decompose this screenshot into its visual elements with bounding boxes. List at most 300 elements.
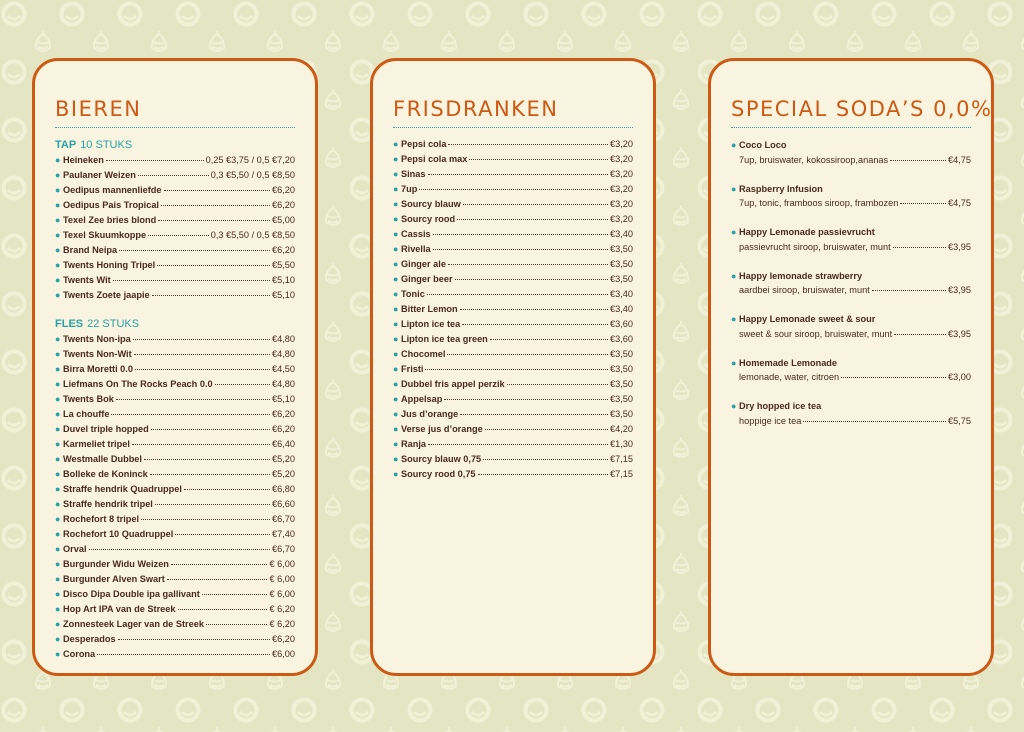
menu-item	[55, 557, 295, 572]
bullet-icon: ●	[393, 454, 399, 464]
menu-item	[393, 347, 633, 362]
frisdranken-panel	[370, 58, 656, 676]
dot-leader	[419, 189, 608, 190]
item-price: €3,50	[610, 394, 633, 404]
item-name: Ginger beer	[401, 274, 453, 284]
bullet-icon: ●	[393, 379, 399, 389]
menu-item	[55, 273, 295, 288]
dot-leader	[215, 384, 270, 385]
item-name: Happy lemonade strawberry	[739, 270, 863, 281]
bullet-icon: ●	[393, 169, 399, 179]
item-price: €7,15	[610, 469, 633, 479]
bullet-icon: ●	[55, 604, 61, 614]
soda-name-row	[731, 356, 971, 371]
bullet-icon: ●	[55, 454, 61, 464]
bullet-icon: ●	[393, 274, 399, 284]
item-price: €6,20	[272, 200, 295, 210]
item-price: €6,40	[272, 439, 295, 449]
item-price: €4,80	[272, 379, 295, 389]
bullet-icon: ●	[393, 214, 399, 224]
title-divider	[393, 127, 633, 128]
item-name: Pepsi cola max	[401, 154, 468, 164]
item-name: Texel Zee bries blond	[63, 215, 157, 225]
bullet-icon: ●	[731, 357, 737, 368]
item-price: €4,20	[610, 424, 633, 434]
dot-leader	[872, 290, 946, 291]
item-name: Rochefort 10 Quadruppel	[63, 529, 174, 539]
item-price: €3,50	[610, 349, 633, 359]
item-price: €3,50	[610, 364, 633, 374]
menu-item	[55, 647, 295, 662]
dot-leader	[106, 160, 204, 161]
item-name: Straffe hendrik tripel	[63, 499, 153, 509]
item-name: Lipton ice tea green	[401, 334, 488, 344]
item-price: €5,10	[272, 275, 295, 285]
item-price: €3,20	[610, 139, 633, 149]
dot-leader	[478, 474, 608, 475]
menu-item	[55, 497, 295, 512]
item-name: Appelsap	[401, 394, 443, 404]
special-sodas-panel	[708, 58, 994, 676]
dot-leader	[97, 654, 270, 655]
menu-item	[55, 213, 295, 228]
menu-item	[55, 362, 295, 377]
tap-count: 10 STUKS	[80, 139, 133, 151]
item-price: €6,20	[272, 634, 295, 644]
menu-item	[393, 272, 633, 287]
dot-leader	[448, 144, 608, 145]
menu-item	[55, 183, 295, 198]
item-price: €6,20	[272, 245, 295, 255]
menu-item	[393, 467, 633, 482]
dot-leader	[141, 519, 270, 520]
bullet-icon: ●	[731, 270, 737, 281]
soda-item	[731, 356, 971, 385]
menu-item	[393, 332, 633, 347]
item-description: sweet & sour siroop, bruiswater, munt	[739, 328, 893, 339]
dot-leader	[469, 159, 608, 160]
item-price: €3,40	[610, 229, 633, 239]
menu-item	[393, 437, 633, 452]
dot-leader	[507, 384, 608, 385]
bullet-icon: ●	[55, 469, 61, 479]
item-price: €3,20	[610, 199, 633, 209]
item-price: €3,95	[948, 285, 971, 295]
dot-leader	[111, 414, 270, 415]
item-price: €3,50	[610, 259, 633, 269]
dot-leader	[118, 639, 270, 640]
bullet-icon: ●	[55, 290, 61, 300]
item-name: Liefmans On The Rocks Peach 0.0	[63, 379, 213, 389]
menu-item	[55, 377, 295, 392]
item-name: Hop Art IPA van de Streek	[63, 604, 176, 614]
bullet-icon: ●	[393, 349, 399, 359]
item-name: Lipton ice tea	[401, 319, 461, 329]
item-name: Raspberry Infusion	[739, 183, 823, 194]
menu-item	[55, 422, 295, 437]
dot-leader	[893, 247, 946, 248]
item-name: Twents Zoete jaapie	[63, 290, 150, 300]
dot-leader	[448, 264, 608, 265]
dot-leader	[89, 549, 271, 550]
item-name: Ginger ale	[401, 259, 446, 269]
bullet-icon: ●	[393, 334, 399, 344]
menu-item	[55, 527, 295, 542]
item-price: €3,60	[610, 319, 633, 329]
bullet-icon: ●	[55, 245, 61, 255]
item-name: Westmalle Dubbel	[63, 454, 142, 464]
soda-item	[731, 269, 971, 298]
bullet-icon: ●	[393, 199, 399, 209]
bullet-icon: ●	[393, 394, 399, 404]
item-name: Homemade Lemonade	[739, 357, 838, 368]
item-price: €6,80	[272, 484, 295, 494]
item-price: 0,25 €3,75 / 0,5 €7,20	[205, 155, 295, 165]
fles-count: 22 STUKS	[87, 318, 140, 330]
soda-name-row	[731, 269, 971, 284]
item-name: Desperados	[63, 634, 116, 644]
menu-item	[55, 347, 295, 362]
dot-leader	[113, 280, 270, 281]
bullet-icon: ●	[393, 409, 399, 419]
soda-name-row	[731, 399, 971, 414]
bullet-icon: ●	[731, 140, 737, 150]
dot-leader	[133, 339, 270, 340]
item-description: lemonade, water, citroen	[739, 372, 840, 382]
item-name: Pepsi cola	[401, 139, 447, 149]
item-name: Jus d’orange	[401, 409, 459, 419]
item-price: €4,75	[948, 198, 971, 208]
item-price: €5,10	[272, 290, 295, 300]
item-price: €6,60	[272, 499, 295, 509]
bullet-icon: ●	[55, 185, 61, 195]
dot-leader	[161, 205, 270, 206]
item-price: 0,3 €5,50 / 0,5 €8,50	[210, 170, 295, 180]
dot-leader	[894, 334, 946, 335]
item-name: Orval	[63, 544, 87, 554]
item-price: € 6,00	[269, 574, 295, 584]
bullet-icon: ●	[55, 394, 61, 404]
item-name: Karmeliet tripel	[63, 439, 130, 449]
dot-leader	[184, 489, 270, 490]
item-name: Sourcy rood 0,75	[401, 469, 476, 479]
dot-leader	[175, 534, 270, 535]
bullet-icon: ●	[55, 155, 61, 165]
menu-item	[55, 243, 295, 258]
menu-item	[55, 542, 295, 557]
soda-item	[731, 225, 971, 254]
item-price: €4,50	[272, 364, 295, 374]
item-price: €6,70	[272, 514, 295, 524]
menu-item	[55, 437, 295, 452]
menu-item	[55, 392, 295, 407]
item-name: Verse jus d’orange	[401, 424, 483, 434]
bullet-icon: ●	[731, 183, 737, 194]
dot-leader	[433, 234, 608, 235]
dot-leader	[444, 399, 608, 400]
item-name: Bitter Lemon	[401, 304, 458, 314]
menu-item	[393, 137, 633, 152]
item-name: Duvel triple hopped	[63, 424, 149, 434]
item-name: Disco Dipa Double ipa gallivant	[63, 589, 200, 599]
item-name: Corona	[63, 649, 96, 659]
menu-item	[393, 167, 633, 182]
item-name: Chocomel	[401, 349, 446, 359]
item-name: La chouffe	[63, 409, 110, 419]
menu-item	[393, 287, 633, 302]
item-name: Fristi	[401, 364, 424, 374]
bullet-icon: ●	[393, 259, 399, 269]
item-name: Brand Neipa	[63, 245, 118, 255]
bullet-icon: ●	[393, 244, 399, 254]
item-name: Rivella	[401, 244, 431, 254]
bullet-icon: ●	[731, 227, 737, 237]
menu-item	[55, 572, 295, 587]
dot-leader	[483, 459, 608, 460]
item-price: €5,20	[272, 454, 295, 464]
item-name: Dry hopped ice tea	[739, 401, 822, 411]
item-price: €3,95	[948, 328, 971, 339]
item-name: Birra Moretti 0.0	[63, 364, 133, 374]
menu-item	[55, 168, 295, 183]
menu-item	[393, 152, 633, 167]
item-price: €6,00	[272, 649, 295, 659]
frisdranken-title: FRISDRANKEN	[393, 97, 559, 121]
item-price: €3,60	[610, 334, 633, 344]
dot-leader	[171, 564, 268, 565]
dot-leader	[425, 369, 608, 370]
menu-item	[393, 377, 633, 392]
soda-description-row	[731, 153, 971, 168]
item-price: €3,20	[610, 184, 633, 194]
item-price: € 6,00	[269, 589, 295, 599]
bieren-title: BIEREN	[55, 97, 142, 121]
item-price: €6,20	[272, 409, 295, 419]
item-name: Sourcy rood	[401, 214, 456, 224]
item-price: €3,40	[610, 304, 633, 314]
menu-item	[393, 227, 633, 242]
item-price: €6,20	[272, 424, 295, 434]
bullet-icon: ●	[393, 424, 399, 434]
dot-leader	[900, 203, 946, 204]
dot-leader	[144, 459, 270, 460]
item-name: Straffe hendrik Quadruppel	[63, 484, 182, 494]
menu-item	[55, 407, 295, 422]
item-price: €3,20	[610, 169, 633, 179]
item-price: €3,40	[610, 289, 633, 299]
menu-item	[393, 392, 633, 407]
menu-item	[55, 198, 295, 213]
bullet-icon: ●	[55, 260, 61, 270]
tap-section-heading	[55, 138, 295, 153]
dot-leader	[132, 444, 270, 445]
item-description: 7up, bruiswater, kokossiroop,ananas	[739, 154, 889, 165]
dot-leader	[457, 219, 608, 220]
dot-leader	[428, 174, 608, 175]
bullet-icon: ●	[55, 215, 61, 225]
dot-leader	[158, 220, 270, 221]
special-sodas-list	[731, 138, 971, 443]
bullet-icon: ●	[55, 634, 61, 644]
bullet-icon: ●	[393, 439, 399, 449]
menu-item	[55, 602, 295, 617]
tap-label: TAP	[55, 139, 77, 151]
dot-leader	[202, 594, 268, 595]
dot-leader	[460, 309, 608, 310]
bullet-icon: ●	[393, 364, 399, 374]
soda-item	[731, 182, 971, 211]
bullet-icon: ●	[55, 544, 61, 554]
item-name: Twents Non-ipa	[63, 334, 131, 344]
bullet-icon: ●	[55, 230, 61, 240]
item-name: Happy Lemonade passievrucht	[739, 227, 875, 237]
soda-description-row	[731, 370, 971, 385]
item-name: Sourcy blauw	[401, 199, 461, 209]
item-name: Burgunder Alven Swart	[63, 574, 165, 584]
item-price: €5,75	[948, 415, 971, 426]
frisdranken-list	[393, 137, 633, 482]
menu-item	[55, 482, 295, 497]
menu-item	[393, 197, 633, 212]
item-name: Ranja	[401, 439, 427, 449]
dot-leader	[485, 429, 608, 430]
bullet-icon: ●	[55, 349, 61, 359]
menu-item	[55, 467, 295, 482]
bullet-icon: ●	[55, 439, 61, 449]
dot-leader	[462, 324, 608, 325]
dot-leader	[148, 235, 209, 236]
item-name: Twents Bok	[63, 394, 114, 404]
menu-item	[55, 288, 295, 303]
item-price: €7,40	[272, 529, 295, 539]
bullet-icon: ●	[55, 334, 61, 344]
item-name: Twents Non-Wit	[63, 349, 132, 359]
menu-item	[393, 362, 633, 377]
item-description: passievrucht siroop, bruiswater, munt	[739, 241, 891, 252]
dot-leader	[803, 421, 946, 422]
item-price: €5,00	[272, 215, 295, 225]
item-price: € 6,20	[269, 619, 295, 629]
item-price: €4,75	[948, 154, 971, 165]
item-price: €5,10	[272, 394, 295, 404]
bullet-icon: ●	[55, 649, 61, 659]
menu-item	[55, 632, 295, 647]
bullet-icon: ●	[731, 314, 737, 324]
item-name: Bolleke de Koninck	[63, 469, 148, 479]
dot-leader	[490, 339, 608, 340]
fles-label: FLES	[55, 318, 84, 330]
item-price: €4,80	[272, 349, 295, 359]
bullet-icon: ●	[393, 229, 399, 239]
item-price: €5,50	[272, 260, 295, 270]
item-name: Heineken	[63, 155, 104, 165]
item-name: Coco Loco	[739, 140, 787, 150]
menu-item	[393, 212, 633, 227]
menu-item	[393, 452, 633, 467]
item-name: Burgunder Widu Weizen	[63, 559, 169, 569]
item-name: Twents Honing Tripel	[63, 260, 156, 270]
menu-item	[55, 617, 295, 632]
dot-leader	[150, 474, 270, 475]
soda-item	[731, 399, 971, 428]
menu-item	[393, 242, 633, 257]
dot-leader	[135, 369, 270, 370]
bieren-panel	[32, 58, 318, 676]
dot-leader	[447, 354, 608, 355]
item-name: Rochefort 8 tripel	[63, 514, 140, 524]
dot-leader	[152, 295, 270, 296]
bullet-icon: ●	[393, 289, 399, 299]
dot-leader	[155, 504, 270, 505]
special-sodas-title: SPECIAL SODA’S 0,0%	[731, 97, 993, 121]
menu-item	[55, 512, 295, 527]
item-price: €3,50	[610, 244, 633, 254]
bullet-icon: ●	[55, 424, 61, 434]
item-price: €3,95	[948, 241, 971, 252]
dot-leader	[157, 265, 270, 266]
item-name: Cassis	[401, 229, 431, 239]
item-price: € 6,00	[269, 559, 295, 569]
title-divider	[55, 127, 295, 128]
dot-leader	[460, 414, 608, 415]
item-name: Happy Lemonade sweet & sour	[739, 314, 876, 324]
bullet-icon: ●	[55, 275, 61, 285]
item-price: €3,20	[610, 154, 633, 164]
bullet-icon: ●	[55, 379, 61, 389]
dot-leader	[138, 175, 209, 176]
dot-leader	[455, 279, 608, 280]
item-price: €3,50	[610, 274, 633, 284]
menu-item	[393, 257, 633, 272]
menu-item	[55, 228, 295, 243]
bullet-icon: ●	[393, 469, 399, 479]
item-name: Twents Wit	[63, 275, 111, 285]
menu-item	[393, 317, 633, 332]
soda-name-row	[731, 312, 971, 327]
dot-leader	[119, 250, 270, 251]
bullet-icon: ●	[55, 200, 61, 210]
menu-item	[55, 153, 295, 168]
menu-item	[393, 182, 633, 197]
bullet-icon: ●	[55, 499, 61, 509]
item-description: 7up, tonic, framboos siroop, frambozen	[739, 198, 899, 208]
item-name: Sinas	[401, 169, 426, 179]
dot-leader	[427, 294, 608, 295]
item-price: € 6,20	[269, 604, 295, 614]
item-price: €3,00	[948, 372, 971, 382]
item-price: €6,20	[272, 185, 295, 195]
menu-item	[55, 332, 295, 347]
soda-description-row	[731, 240, 971, 255]
item-name: Oedipus mannenliefde	[63, 185, 162, 195]
soda-description-row	[731, 283, 971, 298]
item-price: €1,30	[610, 439, 633, 449]
menu-item	[393, 302, 633, 317]
dot-leader	[463, 204, 608, 205]
soda-description-row	[731, 327, 971, 342]
bullet-icon: ●	[55, 589, 61, 599]
item-description: hoppige ice tea	[739, 415, 802, 426]
bullet-icon: ●	[55, 529, 61, 539]
item-price: €3,20	[610, 214, 633, 224]
soda-name-row	[731, 138, 971, 153]
bullet-icon: ●	[393, 154, 399, 164]
menu-item	[55, 452, 295, 467]
item-name: Texel Skuumkoppe	[63, 230, 147, 240]
item-price: €6,70	[272, 544, 295, 554]
soda-description-row	[731, 414, 971, 429]
item-price: €4,80	[272, 334, 295, 344]
